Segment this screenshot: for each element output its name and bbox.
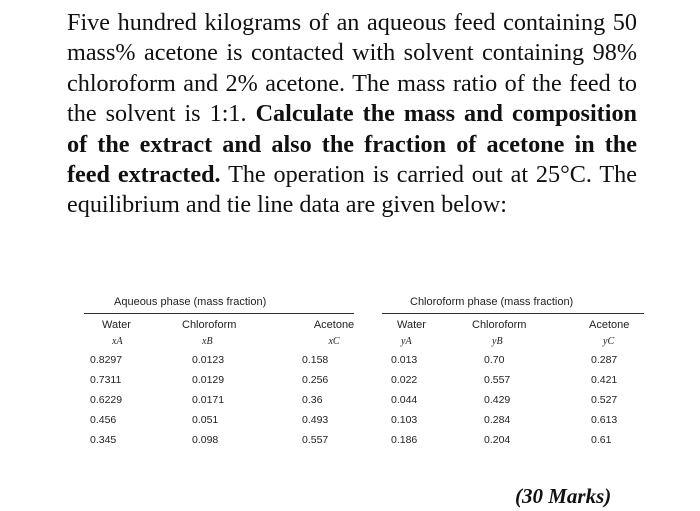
chloroform-top-rule [382,313,644,314]
table-cell: 0.61 [591,434,612,446]
table-cell: 0.0129 [192,374,225,386]
chloroform-phase-label: Chloroform phase (mass fraction) [410,296,574,308]
aqueous-chloroform-column [182,316,262,450]
table-cell: 0.284 [484,414,511,426]
table-cell: 0.345 [90,434,117,446]
column-header: Water [102,319,131,331]
table-cell: 0.7311 [90,374,122,386]
table-cell: 0.044 [391,394,418,406]
table-cell: 0.493 [302,414,329,426]
column-symbol: yC [603,336,615,347]
table-cell: 0.0123 [192,354,225,366]
table-cell: 0.8297 [90,354,123,366]
problem-statement [67,8,637,221]
column-symbol: yA [401,336,412,347]
table-cell: 0.051 [192,414,219,426]
table-cell: 0.70 [484,354,505,366]
column-symbol: xA [112,336,123,347]
column-header: Acetone [313,319,355,331]
table-cell: 0.456 [90,414,117,426]
table-cell: 0.0171 [192,394,225,406]
table-cell: 0.158 [302,354,329,366]
table-cell: 0.557 [302,434,329,446]
table-cell: 0.6229 [90,394,123,406]
table-cell: 0.256 [302,374,329,386]
chloroform-phase-water-column [389,316,469,450]
problem-text-task: Calculate the mass and composition of the extract and also the fraction of acetone in the feed extracted. [67,100,637,189]
table-cell: 0.613 [591,414,618,426]
table-cell: 0.013 [391,354,418,366]
table-cell: 0.557 [484,374,511,386]
column-symbol: xC [328,336,340,347]
column-header: Chloroform [182,319,237,331]
column-header: Water [397,319,426,331]
problem-text-intro: Five hundred kilograms of an aqueous feed containing 50 mass% acetone is contacted with solvent containing 98% chloroform and 2% acetone. The mass ratio of the feed to the solvent is 1:1. [67,9,637,128]
table-cell: 0.022 [391,374,418,386]
table-cell: 0.186 [391,434,418,446]
table-cell: 0.527 [591,394,618,406]
table-cell: 0.287 [591,354,618,366]
table-cell: 0.098 [192,434,219,446]
table-cell: 0.36 [302,394,323,406]
table-cell: 0.204 [484,434,511,446]
column-header: Acetone [589,319,630,331]
aqueous-water-column [90,316,170,450]
table-cell: 0.421 [591,374,618,386]
aqueous-acetone-column [294,316,374,450]
chloroform-phase-acetone-column [589,316,669,450]
marks-label: (30 Marks) [515,484,612,508]
column-symbol: xB [202,336,213,347]
column-symbol: yB [492,336,503,347]
table-cell: 0.429 [484,394,511,406]
aqueous-phase-label: Aqueous phase (mass fraction) [114,296,267,308]
chloroform-phase-chloroform-column [472,316,552,450]
column-header: Chloroform [472,319,527,331]
aqueous-top-rule [84,313,354,314]
problem-text-conditions: The operation is carried out at 25°C. The equilibrium and tie line data are given below: [67,161,638,219]
table-cell: 0.103 [391,414,418,426]
